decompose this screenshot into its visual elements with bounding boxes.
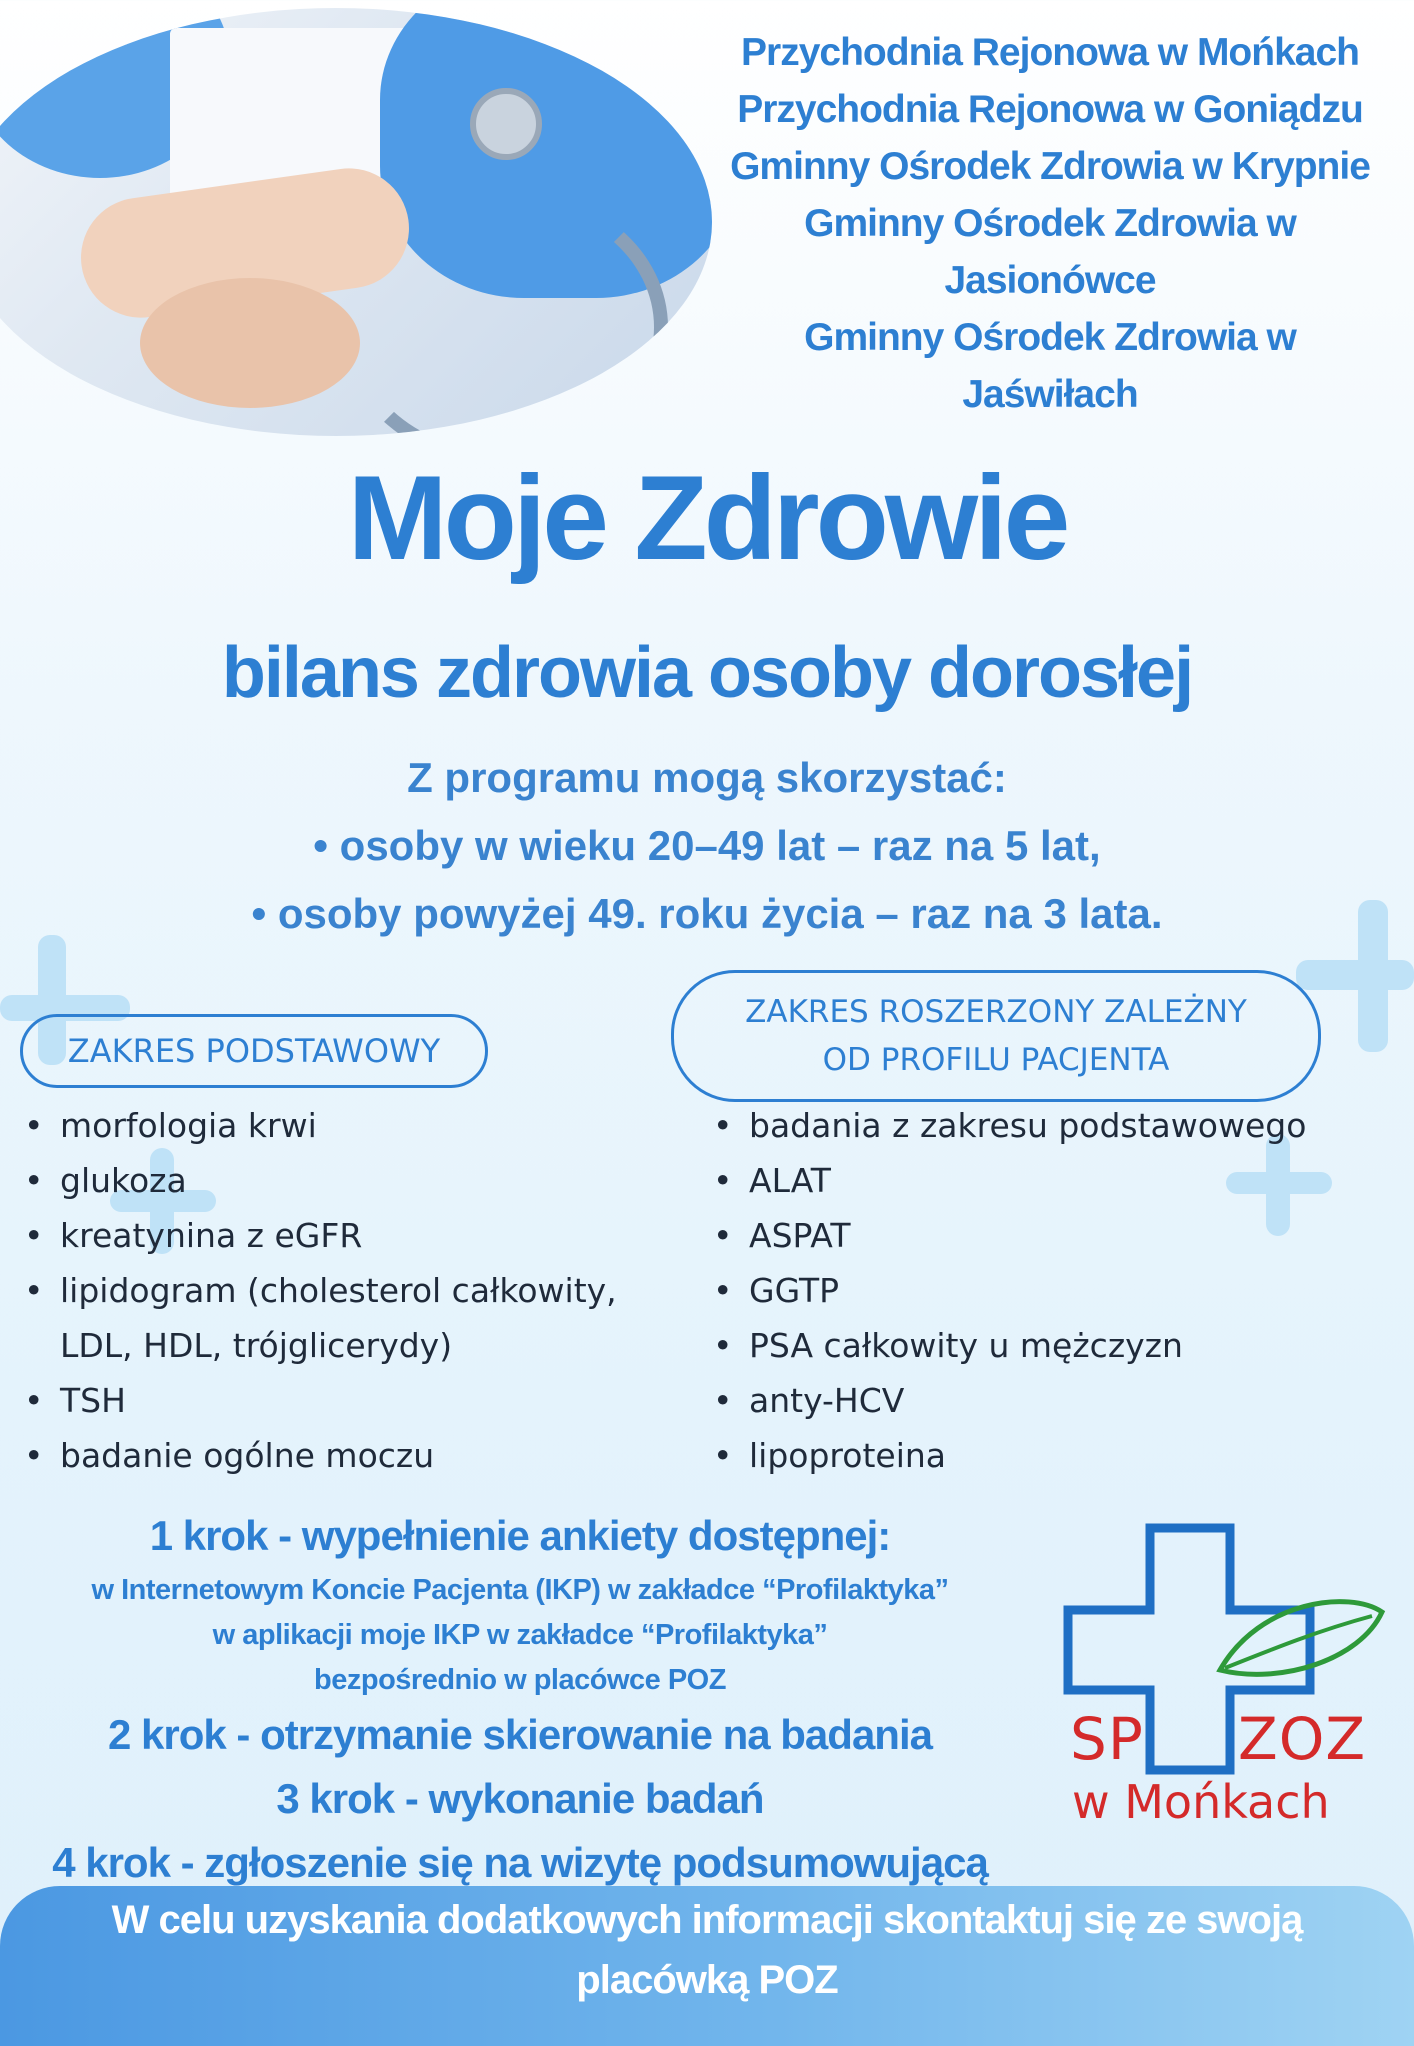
clinic-list xyxy=(700,24,1400,423)
clinic-line: Gminny Ośrodek Zdrowia w xyxy=(804,202,1296,245)
clinic-line: Przychodnia Rejonowa w Goniądzu xyxy=(737,88,1363,131)
eligibility-line: • osoby powyżej 49. roku życia – raz na 3 lata. xyxy=(251,890,1163,937)
footer-line: placówką POZ xyxy=(576,1958,838,2002)
basic-scope-label: ZAKRES PODSTAWOWY xyxy=(20,1014,488,1088)
extended-test-list xyxy=(709,1098,1399,1483)
step-2: 2 krok - otrzymanie skierowanie na badania xyxy=(108,1711,932,1758)
step-1-detail: bezpośrednio w placówce POZ xyxy=(314,1664,726,1696)
step-3: 3 krok - wykonanie badań xyxy=(276,1775,764,1822)
extended-label-line: ZAKRES ROSZERZONY ZALEŻNY xyxy=(745,994,1247,1030)
logo-text-right: ZOZ xyxy=(1238,1705,1367,1773)
logo-text-bottom: w Mońkach xyxy=(1072,1775,1330,1829)
clinic-line: Gminny Ośrodek Zdrowia w Krypnie xyxy=(730,145,1370,188)
list-item: • PSA całkowity u mężczyzn xyxy=(709,1318,1399,1373)
page-title: Moje Zdrowie xyxy=(347,451,1067,585)
page-subtitle: bilans zdrowia osoby dorosłej xyxy=(221,633,1193,713)
eligibility-heading: Z programu mogą skorzystać: xyxy=(407,754,1007,801)
list-item: • lipidogram (cholesterol całkowity, LDL, HDL, trójglicerydy) xyxy=(20,1263,660,1373)
eligibility-block xyxy=(0,744,1414,948)
list-item: • morfologia krwi xyxy=(20,1098,660,1153)
clinic-line: Jasionówce xyxy=(944,259,1156,302)
extended-scope-label xyxy=(671,970,1321,1102)
clinic-line: Przychodnia Rejonowa w Mońkach xyxy=(741,31,1359,74)
list-item: • ALAT xyxy=(709,1153,1399,1208)
steps-block xyxy=(0,1504,1040,1895)
step-1: 1 krok - wypełnienie ankiety dostępnej: xyxy=(149,1512,891,1559)
list-item: • TSH xyxy=(20,1373,660,1428)
list-item: • ASPAT xyxy=(709,1208,1399,1263)
step-1-detail: w Internetowym Koncie Pacjenta (IKP) w zakładce “Profilaktyka” xyxy=(91,1574,949,1606)
spzoz-logo xyxy=(1060,1520,1410,1840)
extended-label-line: OD PROFILU PACJENTA xyxy=(822,1042,1170,1078)
step-1-detail: w aplikacji moje IKP w zakładce “Profilaktyka” xyxy=(212,1619,828,1651)
header-photo xyxy=(0,8,712,436)
footer-text xyxy=(0,1890,1414,2010)
list-item: • lipoproteina xyxy=(709,1428,1399,1483)
list-item: • badanie ogólne moczu xyxy=(20,1428,660,1483)
list-item: • glukoza xyxy=(20,1153,660,1208)
step-4: 4 krok - zgłoszenie się na wizytę podsumowującą xyxy=(52,1839,988,1886)
list-item: • GGTP xyxy=(709,1263,1399,1318)
eligibility-line: • osoby w wieku 20–49 lat – raz na 5 lat, xyxy=(313,822,1101,869)
footer-line: W celu uzyskania dodatkowych informacji skontaktuj się ze swoją xyxy=(111,1898,1303,1942)
clinic-line: Jaświłach xyxy=(962,373,1138,416)
list-item: • badania z zakresu podstawowego xyxy=(709,1098,1399,1153)
logo-text-left: SP xyxy=(1070,1705,1144,1773)
basic-test-list xyxy=(20,1098,660,1483)
clinic-line: Gminny Ośrodek Zdrowia w xyxy=(804,316,1296,359)
list-item: • kreatynina z eGFR xyxy=(20,1208,660,1263)
list-item: • anty-HCV xyxy=(709,1373,1399,1428)
